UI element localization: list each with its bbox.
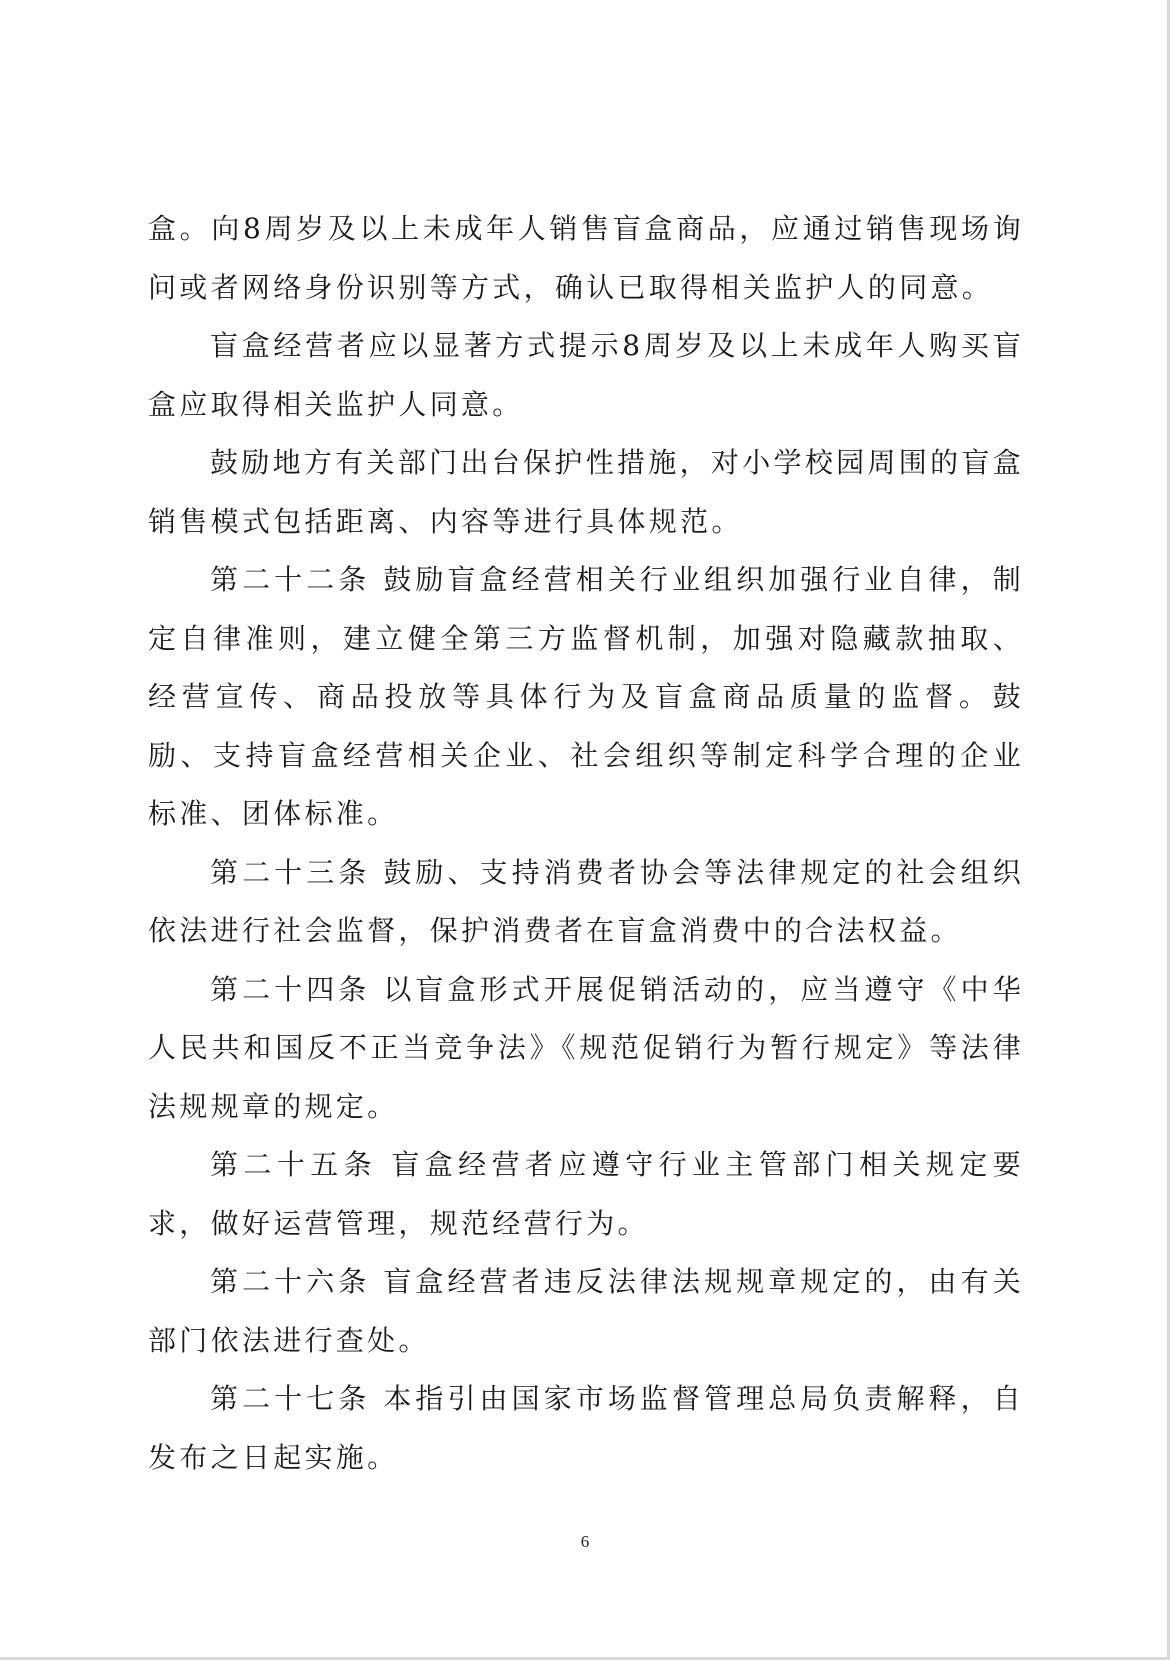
article-23: 第二十三条 鼓励、支持消费者协会等法律规定的社会组织依法进行社会监督，保护消费者在盲盒消费中的合法权益。 bbox=[148, 855, 1024, 947]
article-27: 第二十七条 本指引由国家市场监督管理总局负责解释，自发布之日起实施。 bbox=[148, 1382, 1024, 1474]
article-24: 第二十四条 以盲盒形式开展促销活动的，应当遵守《中华人民共和国反不正当竞争法》《规范促销行为暂行规定》等法律法规规章的规定。 bbox=[148, 972, 1024, 1123]
document-body bbox=[148, 200, 1024, 1487]
paragraph-continuation: 盒。向8周岁及以上未成年人销售盲盒商品，应通过销售现场询问或者网络身份识别等方式，确认已取得相关监护人的同意。 bbox=[148, 212, 1024, 304]
article-25: 第二十五条 盲盒经营者应遵守行业主管部门相关规定要求，做好运营管理，规范经营行为。 bbox=[148, 1148, 1024, 1240]
page-number: 6 bbox=[580, 1532, 590, 1551]
paragraph-guardian-notice: 盲盒经营者应以显著方式提示8周岁及以上未成年人购买盲盒应取得相关监护人同意。 bbox=[148, 329, 1024, 421]
article-22: 第二十二条 鼓励盲盒经营相关行业组织加强行业自律，制定自律准则，建立健全第三方监督机制，加强对隐藏款抽取、经营宣传、商品投放等具体行为及盲盒商品质量的监督。鼓励、支持盲盒经营相关企业、社会组织等制定科学合理的企业标准、团体标准。 bbox=[148, 563, 1024, 830]
paragraph-school-protection: 鼓励地方有关部门出台保护性措施，对小学校园周围的盲盒销售模式包括距离、内容等进行具体规范。 bbox=[148, 446, 1024, 538]
article-26: 第二十六条 盲盒经营者违反法律法规规章规定的，由有关部门依法进行查处。 bbox=[148, 1265, 1024, 1357]
